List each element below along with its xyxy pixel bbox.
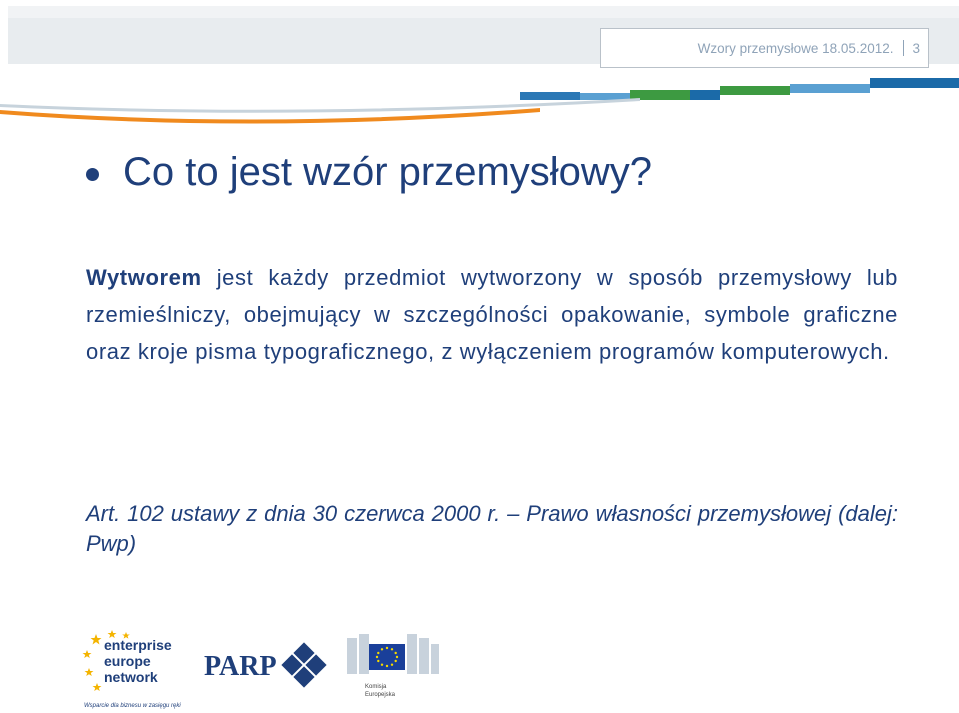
page-number: 3 (912, 40, 920, 56)
header-separator (903, 40, 904, 56)
definition-text: jest każdy przedmiot wytworzony w sposób przemysłowy lub rzemieślniczy, obejmujący w szczególności opakowanie, symbole graficzne oraz kroje pisma typograficznego, z wyłączeniem programów komputerowych. (86, 265, 898, 364)
een-line2: europe (104, 653, 151, 669)
een-tagline: Wsparcie dla biznesu w zasięgu ręki (84, 703, 181, 709)
enterprise-europe-network-logo (82, 628, 182, 710)
slide-header (600, 28, 929, 68)
een-line3: network (104, 669, 158, 685)
ec-line1: Komisja (365, 684, 387, 690)
slide-title (86, 150, 652, 195)
parp-text: PARP (204, 651, 277, 682)
page-title: Co to jest wzór przemysłowy? (123, 150, 653, 194)
header-title: Wzory przemysłowe (697, 40, 819, 56)
bullet-icon (86, 168, 99, 181)
parp-logo (204, 640, 334, 690)
european-commission-logo (345, 632, 441, 702)
legal-citation: Art. 102 ustawy z dnia 30 czerwca 2000 r. – Prawo własności przemysłowej (dalej: Pwp) (86, 501, 898, 556)
parp-diamond-icon (281, 642, 326, 687)
definition-paragraph (86, 259, 898, 370)
ec-line2: Europejska (365, 692, 396, 698)
header-date: 18.05.2012. (822, 40, 894, 56)
een-line1: enterprise (104, 637, 172, 653)
definition-bold: Wytworem (86, 265, 202, 290)
